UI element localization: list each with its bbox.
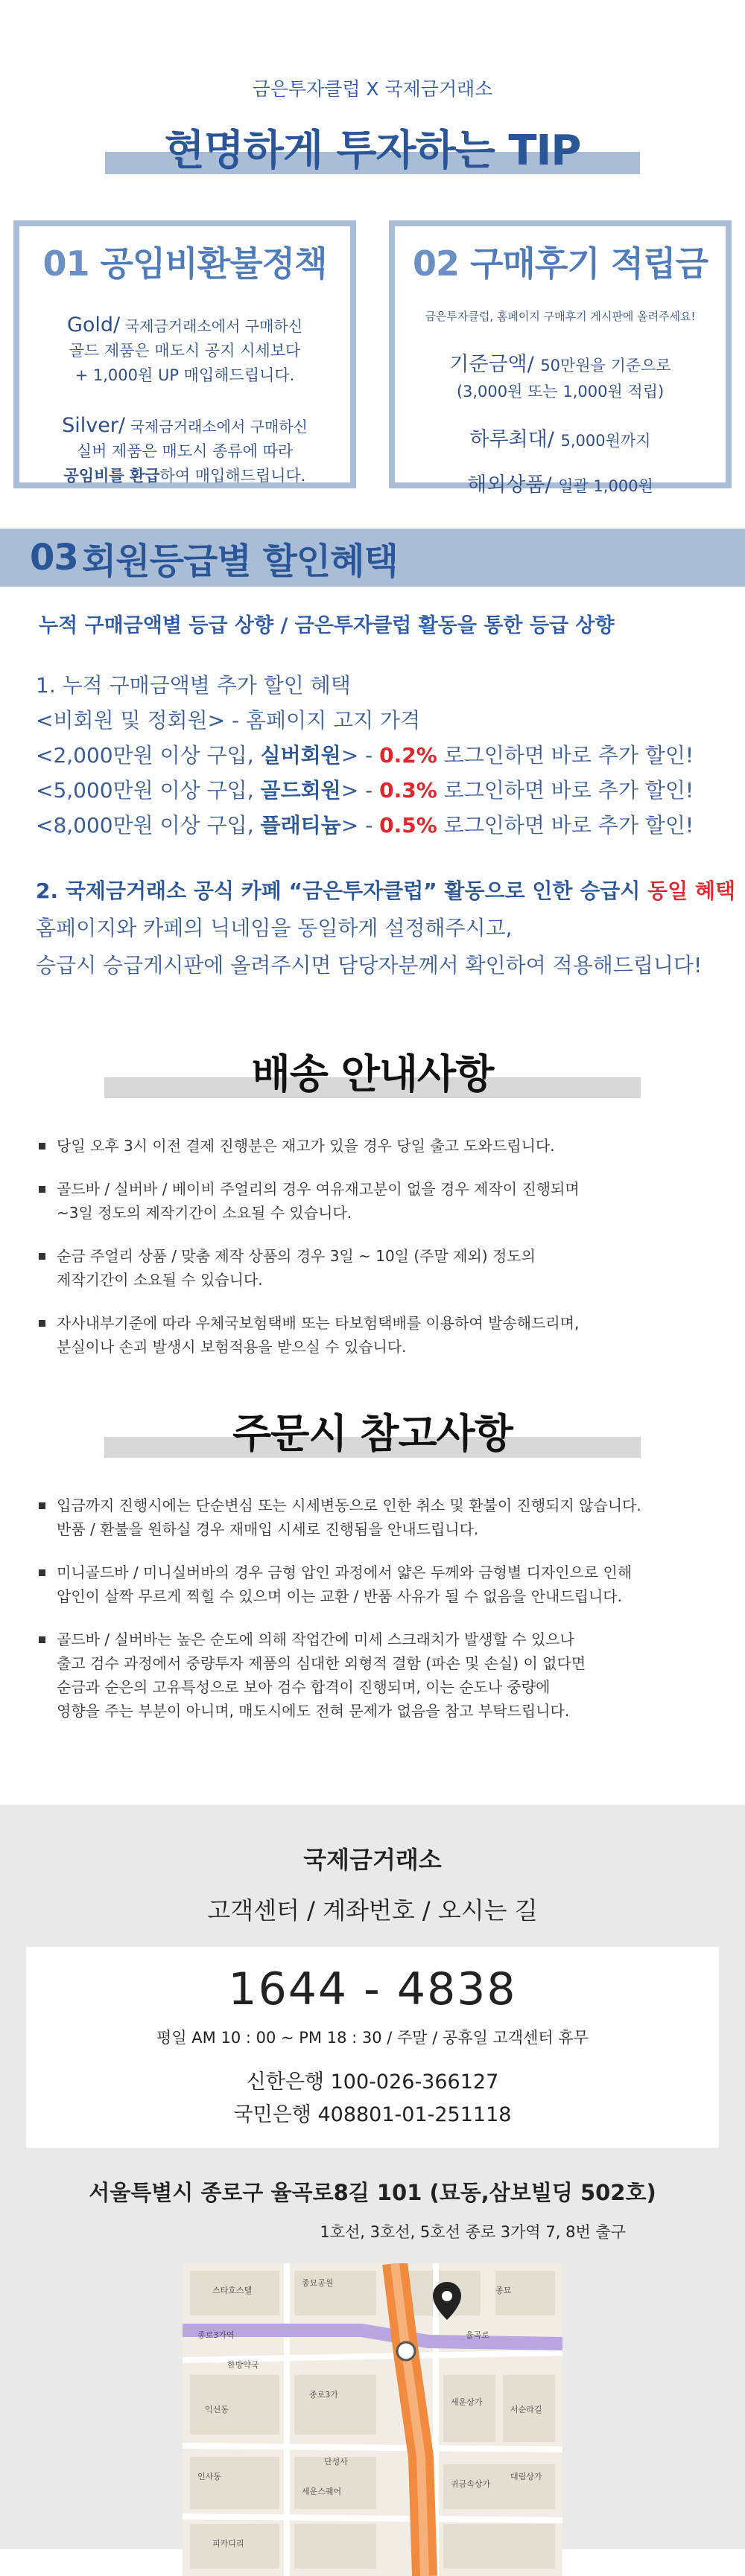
cafe-line2: 승급시 승급게시판에 올려주시면 담당자분께서 확인하여 적용해드립니다! xyxy=(36,953,703,978)
map-label-16: 인사동 xyxy=(197,2472,221,2481)
delivery-item-line: ~3일 정도의 제작기간이 소요될 수 있습니다. xyxy=(57,1204,352,1222)
delivery-item-line: 제작기간이 소요될 수 있습니다. xyxy=(57,1271,263,1289)
order-item xyxy=(39,1627,745,1723)
grade-row-platinum xyxy=(36,808,745,843)
order-item xyxy=(39,1560,745,1608)
silver-line1: 국제금거래소에서 구매하신 xyxy=(130,418,308,436)
silver-policy xyxy=(19,413,350,488)
daily-max-label: 하루최대/ xyxy=(469,428,554,451)
cafe-benefit xyxy=(36,873,745,984)
map-label-6: 한방약국 xyxy=(227,2360,259,2370)
membership-title: 회원등급별 할인혜택 xyxy=(81,540,398,582)
tip-title-wrap xyxy=(165,118,581,177)
grade-list xyxy=(36,668,745,843)
delivery-item-line: 자사내부기준에 따라 우체국보험택배 또는 타보험택배를 이용하여 발송해드리며, xyxy=(57,1314,580,1332)
map-label-9: 대림상가 xyxy=(510,2472,542,2481)
grade-row-silver-mid: > - xyxy=(340,743,380,768)
card2-number: 02 xyxy=(412,243,459,284)
grade-row-silver-pre: <2,000만원 이상 구입, xyxy=(36,743,261,768)
base-amount-note: (3,000원 또는 1,000원 적립) xyxy=(456,383,665,401)
silver-line2: 실버 제품은 매도시 종류에 따라 xyxy=(76,442,294,460)
map-label-12: 피카디리 xyxy=(212,2539,244,2548)
grade-row-gold-mid: > - xyxy=(340,778,380,803)
grade-silver-discount: 0.2% xyxy=(379,743,437,768)
map-svg xyxy=(183,2263,562,2576)
grade-row-silver-post: 로그인하면 바로 추가 할인! xyxy=(437,743,694,768)
map-label-1: 종묘공원 xyxy=(302,2278,334,2288)
card2-title xyxy=(395,237,726,286)
cafe-heading-red: 동일 혜택 xyxy=(647,879,736,903)
card1-title xyxy=(19,237,350,286)
card-review-points xyxy=(389,220,732,497)
grade-row-silver xyxy=(36,738,745,773)
gold-line1: 국제금거래소에서 구매하신 xyxy=(124,317,303,335)
tip-header xyxy=(0,0,745,177)
map-label-7: 종로3가 xyxy=(309,2390,338,2400)
map-label-15: 귀금속상가 xyxy=(451,2479,491,2489)
gold-line3: + 1,000원 UP 매입해드립니다. xyxy=(74,366,295,384)
delivery-item-line: 골드바 / 실버바 / 베이비 주얼리의 경우 여유재고분이 없을 경우 제작이 진행되며 xyxy=(57,1180,580,1198)
daily-max-row xyxy=(395,423,726,452)
order-item-line: 미니골드바 / 미니실버바의 경우 금형 압인 과정에서 얇은 두께와 금형별 디자인으로 인해 xyxy=(57,1563,633,1581)
bank-account-kookmin: 국민은행 408801-01-251118 xyxy=(233,2103,512,2126)
bank-account-shinhan: 신한은행 100-026-366127 xyxy=(246,2070,499,2094)
grade-heading: 1. 누적 구매금액별 추가 할인 혜택 xyxy=(36,673,351,698)
base-amount-value: 50만원을 기준으로 xyxy=(540,357,671,374)
grade-gold-discount: 0.3% xyxy=(379,778,437,803)
map-label-2: 율곡로 xyxy=(466,2330,489,2340)
silver-line3-bold: 공임비를 환급 xyxy=(63,467,160,485)
phone-number[interactable]: 1644 - 4838 xyxy=(228,1963,517,2015)
map-label-5: 세운상가 xyxy=(451,2397,483,2407)
order-title: 주문시 참고사항 xyxy=(232,1410,513,1457)
business-hours: 평일 AM 10 : 00 ~ PM 18 : 30 / 주말 / 공휴일 고객센터 휴무 xyxy=(156,2029,589,2047)
grade-row-basic: <비회원 및 정회원> - 홈페이지 고지 가격 xyxy=(36,708,421,733)
overseas-row xyxy=(395,468,726,497)
footer xyxy=(0,1805,745,2549)
base-amount-row xyxy=(395,348,726,377)
address: 서울특별시 종로구 율곡로8길 101 (묘동,삼보빌딩 502호) xyxy=(89,2180,656,2205)
grade-row-gold xyxy=(36,773,745,808)
grade-platinum-discount: 0.5% xyxy=(379,813,437,838)
order-list xyxy=(39,1493,745,1723)
tip-title: 현명하게 투자하는 TIP xyxy=(164,127,581,175)
subway-exit: 1호선, 3호선, 5호선 종로 3가역 7, 8번 출구 xyxy=(320,2223,626,2241)
card2-title-text: 구매후기 적립금 xyxy=(469,243,708,284)
cafe-heading-text: 2. 국제금거래소 공식 카페 “금은투자클럽” 활동으로 인한 승급시 xyxy=(36,879,648,903)
order-item-line: 골드바 / 실버바는 높은 순도에 의해 작업간에 미세 스크래치가 발생할 수 있으나 xyxy=(57,1630,574,1648)
map-label-8: 익선동 xyxy=(205,2405,229,2414)
grade-row-platinum-post: 로그인하면 바로 추가 할인! xyxy=(437,813,694,838)
gold-policy xyxy=(19,313,350,388)
grade-row-gold-pre: <5,000만원 이상 구입, xyxy=(36,778,261,803)
order-item-line: 압인이 살짝 무르게 찍힐 수 있으며 이는 교환 / 반품 사유가 될 수 없음을 안내드립니다. xyxy=(57,1587,622,1605)
silver-line3: 하여 매입해드립니다. xyxy=(159,467,306,485)
order-item-line: 출고 검수 과정에서 중량투자 제품의 심대한 외형적 결함 (파손 및 손실) 이 없다면 xyxy=(57,1654,586,1672)
grade-row-gold-post: 로그인하면 바로 추가 할인! xyxy=(437,778,694,803)
delivery-item xyxy=(39,1244,745,1292)
delivery-item-line: 순금 주얼리 상품 / 맞춤 제작 상품의 경우 3일 ~ 10일 (주말 제외) 정도의 xyxy=(57,1247,536,1265)
map-label-10: 세운스퀘어 xyxy=(302,2487,342,2496)
footer-company: 국제금거래소 xyxy=(303,1846,442,1874)
grade-platinum: 플래티늄 xyxy=(260,813,341,838)
contact-box xyxy=(26,1947,719,2148)
delivery-item-line: 분실이나 손괴 발생시 보험적용을 받으실 수 있습니다. xyxy=(57,1338,407,1356)
station-marker-icon xyxy=(397,2342,415,2360)
daily-max-value: 5,000원까지 xyxy=(560,432,651,450)
delivery-header xyxy=(0,1042,745,1100)
card1-number: 01 xyxy=(42,243,89,284)
gold-label: Gold/ xyxy=(66,313,121,337)
cafe-line1: 홈페이지와 카페의 닉네임을 동일하게 설정해주시고, xyxy=(36,916,513,940)
delivery-item xyxy=(39,1311,745,1359)
grade-silver: 실버회원 xyxy=(260,743,341,768)
membership-subtitle: 누적 구매금액별 등급 상향 / 금은투자클럽 활동을 통한 등급 상향 xyxy=(39,614,615,637)
cafe-heading xyxy=(36,873,745,910)
footer-links: 고객센터 / 계좌번호 / 오시는 길 xyxy=(207,1896,538,1925)
delivery-list xyxy=(39,1134,745,1359)
overseas-value: 일괄 1,000원 xyxy=(558,477,653,495)
delivery-title: 배송 안내사항 xyxy=(251,1051,494,1097)
card2-intro: 금은투자클럽, 홈페이지 구매후기 게시판에 올려주세요! xyxy=(425,310,696,323)
map-label-11: 서순라길 xyxy=(510,2405,542,2414)
silver-label: Silver/ xyxy=(62,414,126,437)
delivery-item xyxy=(39,1177,745,1225)
grade-row-platinum-mid: > - xyxy=(340,813,380,838)
card-refund-policy xyxy=(13,220,356,488)
delivery-item xyxy=(39,1134,745,1158)
grade-row-platinum-pre: <8,000만원 이상 구입, xyxy=(36,813,261,838)
delivery-item-line: 당일 오후 3시 이전 결제 진행분은 재고가 있을 경우 당일 출고 도와드립니다. xyxy=(57,1137,555,1155)
order-item xyxy=(39,1493,745,1541)
base-amount-label: 기준금액/ xyxy=(449,353,534,376)
overseas-label: 해외상품/ xyxy=(467,474,552,497)
order-header xyxy=(0,1402,745,1459)
location-map[interactable] xyxy=(183,2263,562,2576)
order-item-line: 반품 / 환불을 원하실 경우 재매입 시세로 진행됨을 안내드립니다. xyxy=(57,1520,479,1538)
tip-cards xyxy=(0,220,745,497)
membership-section xyxy=(0,529,745,984)
order-item-line: 영향을 주는 부분이 아니며, 매도시에도 전혀 문제가 없음을 참고 부탁드립니다. xyxy=(57,1702,570,1720)
tip-subtitle: 금은투자클럽 X 국제금거래소 xyxy=(252,78,493,100)
gold-line2: 골드 제품은 매도시 공지 시세보다 xyxy=(69,342,301,360)
membership-header xyxy=(0,529,745,587)
order-item-line: 입금까지 진행시에는 단순변심 또는 시세변동으로 인한 취소 및 환불이 진행되지 않습니다. xyxy=(57,1496,641,1514)
card1-title-text: 공임비환불정책 xyxy=(100,243,327,284)
grade-gold: 골드회원 xyxy=(260,778,341,803)
map-label-3: 스타호스텔 xyxy=(212,2286,253,2295)
map-label-14: 단성사 xyxy=(324,2457,348,2467)
membership-number: 03 xyxy=(30,537,78,578)
order-item-line: 순금과 순은의 고유특성으로 보아 검수 합격이 진행되며, 이는 순도나 중량에 xyxy=(57,1678,551,1696)
bank-accounts xyxy=(26,2066,719,2132)
map-label-4: 종로3가역 xyxy=(197,2330,235,2340)
map-label-13: 종묘 xyxy=(495,2286,512,2295)
